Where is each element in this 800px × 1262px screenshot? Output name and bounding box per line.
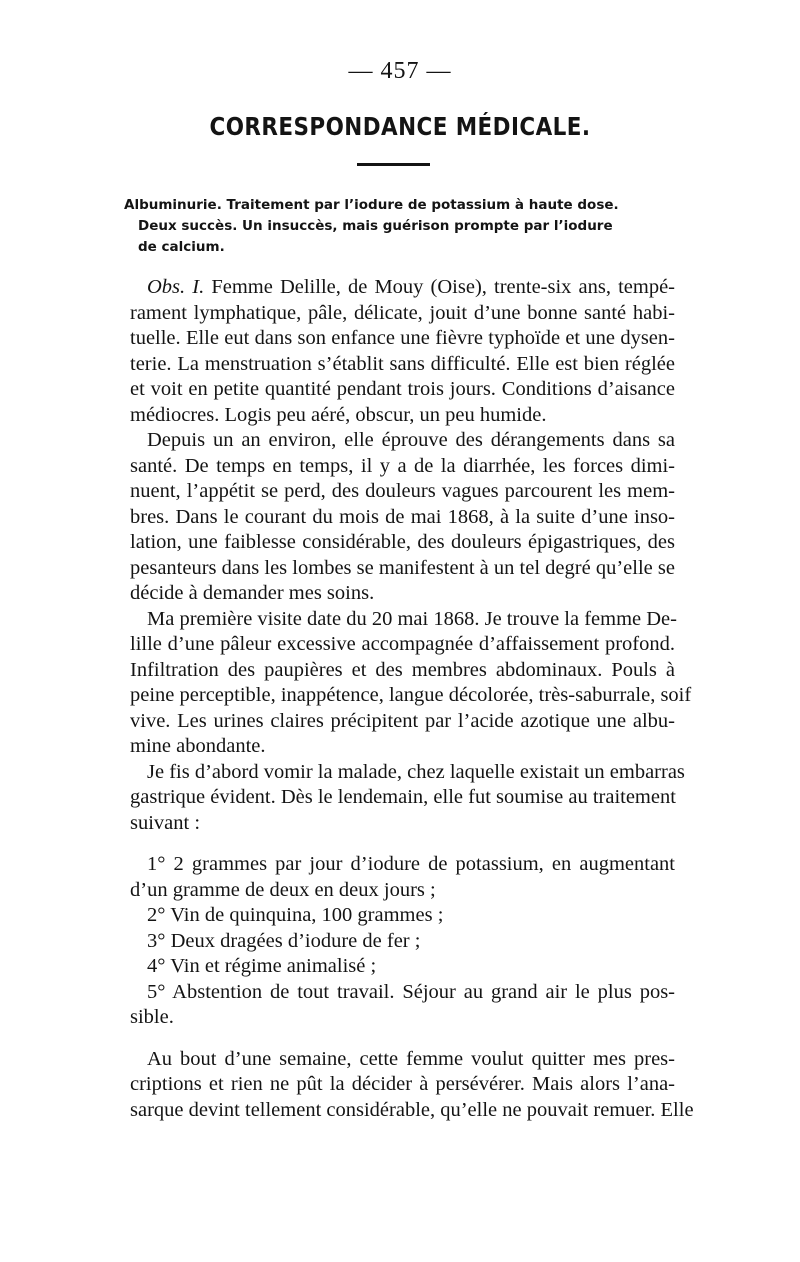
text-line: tuelle. Elle eut dans son enfance une fièvre typhoïde et une dysen- bbox=[130, 327, 675, 349]
list-item-continuation: sible. bbox=[130, 1006, 174, 1028]
subtitle-line: Deux succès. Un insuccès, mais guérison prompte par l’iodure bbox=[138, 218, 613, 234]
treatment-list bbox=[130, 852, 675, 1031]
text-line: gastrique évident. Dès le lendemain, elle fut soumise au traitement bbox=[130, 786, 676, 808]
text-line: mine abondante. bbox=[130, 735, 266, 757]
paragraph-observation-1 bbox=[130, 275, 675, 428]
observation-label: Obs. I. bbox=[147, 276, 205, 298]
list-item: 5° Abstention de tout travail. Séjour au grand air le plus pos- bbox=[147, 980, 675, 1003]
text-line: Au bout d’une semaine, cette femme voulut quitter mes pres- bbox=[147, 1047, 675, 1070]
text-line: Ma première visite date du 20 mai 1868. Je trouve la femme De- bbox=[147, 607, 677, 630]
text-line: et voit en petite quantité pendant trois jours. Conditions d’aisance bbox=[130, 378, 675, 400]
page-title: CORRESPONDANCE MÉDICALE. bbox=[209, 112, 591, 141]
subtitle-line: Albuminurie. Traitement par l’iodure de potassium à haute dose. bbox=[124, 197, 619, 213]
text-line: nuent, l’appétit se perd, des douleurs vagues parcourent les mem- bbox=[130, 480, 675, 502]
text-line: Je fis d’abord vomir la malade, chez laquelle existait un embarras bbox=[147, 760, 685, 783]
text-line: vive. Les urines claires précipitent par l’acide azotique une albu- bbox=[130, 709, 675, 732]
text-line: suivant : bbox=[130, 811, 201, 834]
text-line: criptions et rien ne pût la décider à persévérer. Mais alors l’ana- bbox=[130, 1073, 675, 1095]
paragraph-treatment-intro bbox=[130, 760, 685, 837]
text-line: décide à demander mes soins. bbox=[130, 582, 375, 604]
page-number: — 457 — bbox=[348, 58, 452, 84]
text-line: peine perceptible, inappétence, langue décolorée, très-saburrale, soif bbox=[130, 684, 692, 706]
text-line bbox=[130, 275, 675, 301]
paragraph-first-visit bbox=[130, 607, 692, 760]
list-item: 1° 2 grammes par jour d’iodure de potassium, en augmentant bbox=[147, 853, 675, 875]
list-item: 4° Vin et régime animalisé ; bbox=[147, 955, 377, 977]
subtitle-line: de calcium. bbox=[138, 239, 225, 255]
article-subtitle bbox=[124, 195, 676, 258]
text-line: terie. La menstruation s’établit sans difficulté. Elle est bien réglée bbox=[130, 352, 675, 375]
text-line: sarque devint tellement considérable, qu’elle ne pouvait remuer. Elle bbox=[130, 1098, 694, 1121]
text-line: santé. De temps en temps, il y a de la diarrhée, les forces dimi- bbox=[130, 454, 675, 477]
paragraph-outcome bbox=[130, 1047, 694, 1124]
list-item-continuation: d’un gramme de deux en deux jours ; bbox=[130, 878, 436, 901]
text-line: pesanteurs dans les lombes se manifestent à un tel degré qu’elle se bbox=[130, 556, 675, 579]
list-item: 2° Vin de quinquina, 100 grammes ; bbox=[147, 904, 444, 926]
article-body bbox=[130, 275, 694, 1123]
text-line: lille d’une pâleur excessive accompagnée d’affaissement profond. bbox=[130, 633, 675, 655]
text-line: Depuis un an environ, elle éprouve des dérangements dans sa bbox=[147, 429, 675, 451]
paragraph-history bbox=[130, 428, 675, 607]
text-line-content: Femme Delille, de Mouy (Oise), trente-six ans, tempé- bbox=[211, 276, 676, 298]
text-line: lation, une faiblesse considérable, des douleurs épigastriques, des bbox=[130, 531, 675, 553]
title-divider bbox=[357, 163, 430, 166]
text-line: Infiltration des paupières et des membres abdominaux. Pouls à bbox=[130, 658, 675, 681]
text-line: médiocres. Logis peu aéré, obscur, un peu humide. bbox=[130, 403, 547, 426]
list-item: 3° Deux dragées d’iodure de fer ; bbox=[147, 929, 421, 952]
text-line: rament lymphatique, pâle, délicate, jouit d’une bonne santé habi- bbox=[130, 301, 675, 324]
text-line: bres. Dans le courant du mois de mai 1868, à la suite d’une inso- bbox=[130, 505, 675, 528]
